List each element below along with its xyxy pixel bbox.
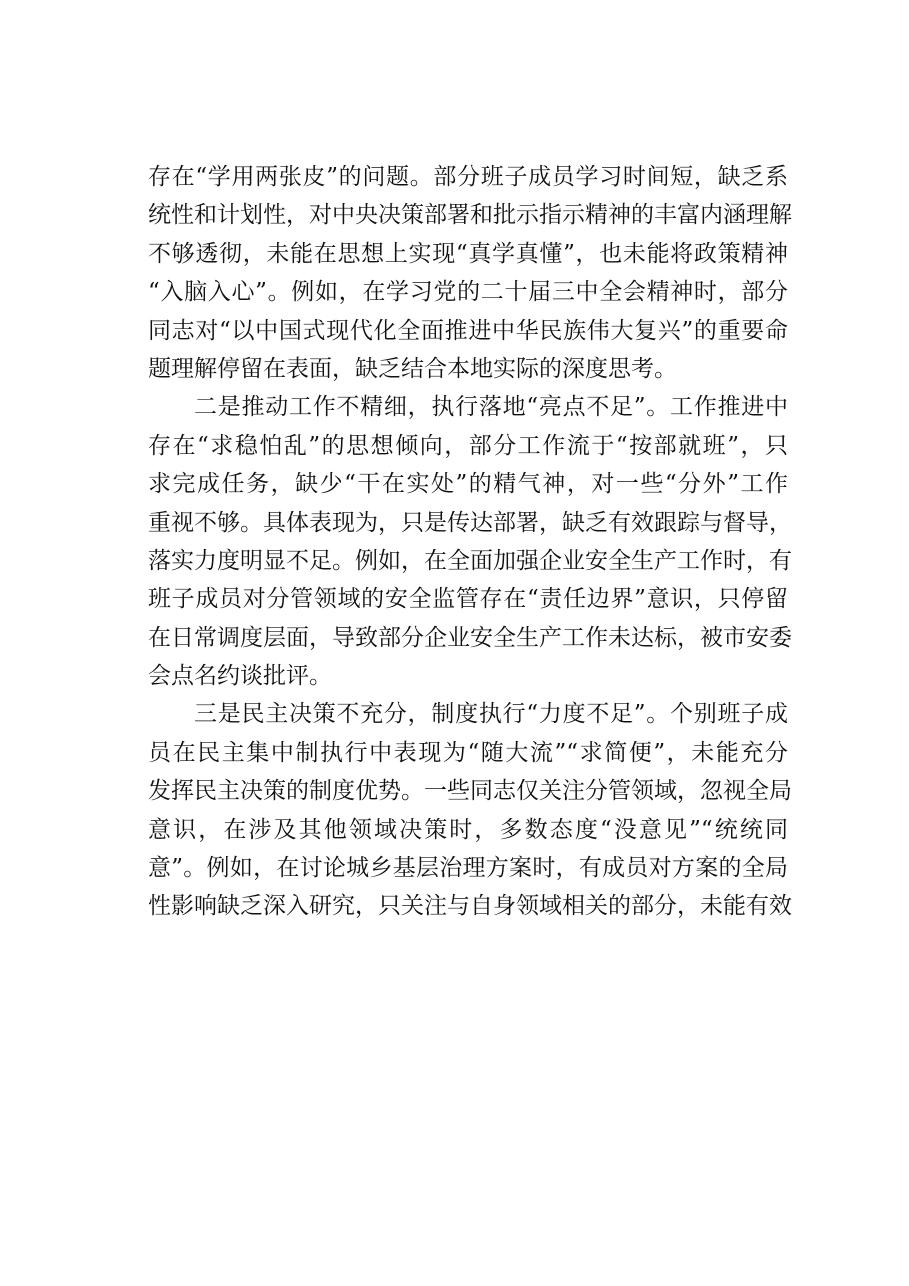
text-line: “入脑入心”。例如，在学习党的二十届三中全会精神时，部分 <box>148 279 788 306</box>
text-line: 求完成任务，缺少“干在实处”的精气神，对一些“分外”工作 <box>148 471 788 498</box>
text-line: 员在民主集中制执行中表现为“随大流”“求简便”，未能充分 <box>148 739 788 766</box>
text-line: 存在“求稳怕乱”的思想倾向，部分工作流于“按部就班”，只 <box>148 432 788 459</box>
paragraph-first-line: 二是推动工作不精细，执行落地“亮点不足”。工作推进中 <box>194 394 788 421</box>
text-line: 统性和计划性，对中央决策部署和批示指示精神的丰富内涵理解 <box>148 202 792 229</box>
document-body <box>148 158 792 926</box>
text-line: 意”。例如，在讨论城乡基层治理方案时，有成员对方案的全局 <box>148 855 788 882</box>
text-line: 存在“学用两张皮”的问题。部分班子成员学习时间短，缺乏系 <box>148 164 788 190</box>
text-line: 不够透彻，未能在思想上实现“真学真懂”，也未能将政策精神 <box>148 240 788 267</box>
text-line: 性影响缺乏深入研究，只关注与自身领域相关的部分，未能有效 <box>148 893 792 920</box>
text-line: 意识，在涉及其他领域决策时，多数态度“没意见”“统统同 <box>148 816 788 843</box>
text-line: 落实力度明显不足。例如，在全面加强企业安全生产工作时，有 <box>148 547 792 574</box>
text-line: 在日常调度层面，导致部分企业安全生产工作未达标，被市安委 <box>148 624 792 651</box>
text-line: 发挥民主决策的制度优势。一些同志仅关注分管领域，忽视全局 <box>148 778 792 805</box>
text-line: 题理解停留在表面，缺乏结合本地实际的深度思考。 <box>148 355 677 382</box>
text-line: 会点名约谈批评。 <box>148 663 332 690</box>
text-line: 同志对“以中国式现代化全面推进中华民族伟大复兴”的重要命 <box>148 317 788 344</box>
text-line: 班子成员对分管领域的安全监管存在“责任边界”意识，只停留 <box>148 586 788 613</box>
paragraph-first-line: 三是民主决策不充分，制度执行“力度不足”。个别班子成 <box>194 701 788 728</box>
text-line: 重视不够。具体表现为，只是传达部署，缺乏有效跟踪与督导， <box>148 509 792 536</box>
